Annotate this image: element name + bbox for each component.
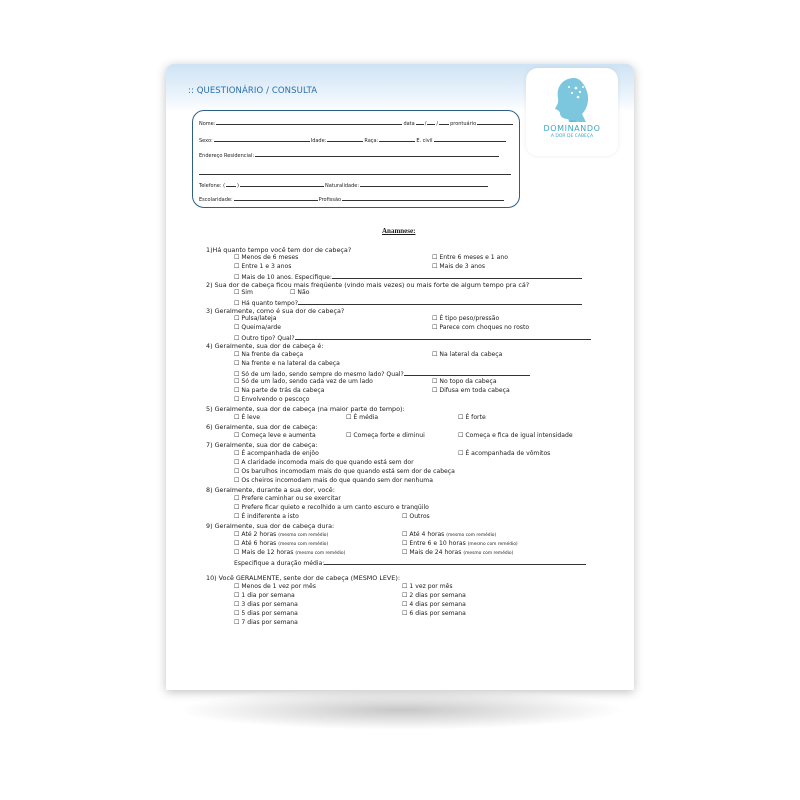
q9-option-2-note: (mesmo com remédio) (446, 533, 497, 538)
education-field[interactable] (234, 195, 318, 201)
q4-option-2[interactable]: ☐ Na lateral da cabeça (432, 351, 503, 358)
sex-line (199, 136, 507, 145)
race-field[interactable] (379, 136, 415, 142)
question-2: 2) Sua dor de cabeça ficou mais freqüente (vindo mais vezes) ou mais forte de algum tempo pra cá? (206, 281, 530, 289)
q1-option-1[interactable]: ☐ Menos de 6 meses (234, 254, 299, 261)
q9-option-6-note: (mesmo com remédio) (463, 551, 514, 556)
q4-option-5[interactable]: ☐ Só de um lado, sendo cada vez de um lado (234, 378, 373, 385)
q5-option-2[interactable]: ☐ É média (346, 414, 379, 421)
logo-top-text: www (568, 119, 576, 123)
q2-option-no[interactable]: ☐ Não (290, 289, 310, 296)
name-line: Nome: data / / prontuário (199, 119, 514, 128)
q9-option-2[interactable] (402, 531, 496, 540)
q5-option-1[interactable]: ☐ É leve (234, 414, 260, 421)
q8-option-4[interactable]: ☐ Outros (402, 513, 430, 520)
q9-option-4[interactable] (402, 540, 518, 549)
q9-option-1-note: (mesmo com remédio) (278, 533, 329, 538)
q10-option-9[interactable]: ☐ 7 dias por semana (234, 619, 298, 626)
document-title: :: QUESTIONÁRIO / CONSULTA (188, 86, 318, 96)
q2-option-yes[interactable]: ☐ Sim (234, 289, 253, 296)
profession-field[interactable] (342, 195, 504, 201)
name-label: Nome: (199, 121, 216, 127)
q4-option-3[interactable]: ☐ Na frente e na lateral da cabeça (234, 360, 340, 367)
question-6: 6) Geralmente, sua dor de cabeça: (206, 423, 318, 431)
q2-option-time-label: ☐ Há quanto tempo? (234, 300, 298, 307)
q10-option-8[interactable]: ☐ 6 dias por semana (402, 610, 466, 617)
q3-option-2[interactable]: ☐ É tipo peso/pressão (432, 315, 500, 322)
q9-option-5[interactable] (234, 549, 345, 558)
question-4: 4) Geralmente, sua dor de cabeça é: (206, 342, 324, 350)
question-7: 7) Geralmente, sua dor de cabeça: (206, 441, 318, 449)
logo-main-text: DOMINANDO (543, 124, 601, 133)
anamnese-heading: Anamnese: (382, 227, 416, 235)
birthplace-field[interactable] (360, 181, 488, 187)
q7-option-4[interactable]: ☐ Os barulhos incomodam mais do que quando está sem dor de cabeça (234, 468, 455, 475)
question-1: 1)Há quanto tempo você tem dor de cabeça? (206, 246, 352, 254)
race-label: Raça: (364, 138, 379, 144)
profession-label: Profissão (318, 197, 342, 203)
age-field[interactable] (327, 136, 363, 142)
q9-option-1-label: ☐ Até 2 horas (234, 531, 277, 538)
phone-label: Telefone: ( (199, 183, 226, 189)
q9-duration (234, 558, 586, 568)
question-9: 9) Geralmente, sua dor de cabeça dura: (206, 522, 335, 530)
q9-option-4-label: ☐ Entre 6 e 10 horas (402, 540, 466, 547)
q6-option-2[interactable]: ☐ Começa forte e diminui (346, 432, 425, 439)
q3-option-5-label: ☐ Outro tipo? Qual? (234, 335, 295, 342)
q4-which-field[interactable] (404, 369, 530, 376)
q10-option-2[interactable]: ☐ 1 vez por mês (402, 583, 453, 590)
q3-option-1[interactable]: ☐ Pulsa/lateja (234, 315, 277, 322)
q3-other-field[interactable] (295, 333, 591, 340)
education-label: Escolaridade: (199, 197, 233, 203)
q9-option-2-label: ☐ Até 4 horas (402, 531, 445, 538)
q8-option-3[interactable]: ☐ É indiferente a isto (234, 513, 299, 520)
q4-option-7[interactable]: ☐ Na parte de trás da cabeça (234, 387, 325, 394)
date-year-field[interactable] (439, 119, 449, 125)
q9-option-4-note: (mesmo com remédio) (467, 542, 518, 547)
date-day-field[interactable] (416, 119, 424, 125)
date-month-field[interactable] (427, 119, 435, 125)
q1-option-5-label: ☐ Mais de 10 anos. Especifique: (234, 274, 332, 281)
q10-option-3[interactable]: ☐ 1 dia por semana (234, 592, 295, 599)
q6-option-3[interactable]: ☐ Começa e fica de igual intensidade (458, 432, 573, 439)
q1-option-2[interactable]: ☐ Entre 6 meses e 1 ano (432, 254, 508, 261)
q7-option-3[interactable]: ☐ A claridade incomoda mais do que quando está sem dor (234, 459, 414, 466)
page-shadow (176, 690, 626, 730)
q5-option-3[interactable]: ☐ É forte (458, 414, 486, 421)
education-line (199, 195, 505, 204)
q9-duration-field[interactable] (324, 558, 586, 565)
q9-option-3-label: ☐ Até 6 horas (234, 540, 277, 547)
phone-field[interactable] (240, 181, 324, 187)
q10-option-4[interactable]: ☐ 2 dias por semana (402, 592, 466, 599)
q4-option-8[interactable]: ☐ Difusa em toda cabeça (432, 387, 510, 394)
head-profile-icon (552, 76, 592, 122)
q2-time-field[interactable] (298, 298, 582, 305)
address-label: Endereço Residencial: (199, 153, 255, 159)
phone-line: Telefone: ( ) Naturalidade: (199, 181, 489, 190)
q1-specify-field[interactable] (332, 272, 582, 279)
question-8: 8) Geralmente, durante a sua dor, você: (206, 486, 335, 494)
civil-status-field[interactable] (434, 136, 506, 142)
document-page (166, 64, 634, 690)
q1-option-3[interactable]: ☐ Entre 1 e 3 anos (234, 263, 292, 270)
name-field[interactable] (216, 119, 402, 125)
q4-option-1[interactable]: ☐ Na frente da cabeça (234, 351, 304, 358)
q4-option-9[interactable]: ☐ Envolvendo o pescoço (234, 396, 310, 403)
birthplace-label: Naturalidade: (325, 183, 360, 189)
address-line (199, 151, 500, 160)
q4-option-6[interactable]: ☐ No topo da cabeça (432, 378, 497, 385)
q10-option-6[interactable]: ☐ 4 dias por semana (402, 601, 466, 608)
q10-option-5[interactable]: ☐ 3 dias por semana (234, 601, 298, 608)
patient-info-box (192, 110, 520, 208)
address-second-line[interactable] (199, 174, 511, 175)
q6-option-1[interactable]: ☐ Começa leve e aumenta (234, 432, 316, 439)
q4-option-4-label: ☐ Só de um lado, sendo sempre do mesmo lado? Qual? (234, 371, 404, 378)
q9-option-3[interactable] (234, 540, 328, 549)
q1-option-4[interactable]: ☐ Mais de 3 anos (432, 263, 486, 270)
question-5: 5) Geralmente, sua dor de cabeça (na maior parte do tempo): (206, 405, 405, 413)
logo-sub-text: A DOR DE CABEÇA (550, 134, 594, 139)
civil-status-label: E. civil (416, 138, 433, 144)
age-label: Idade: (310, 138, 327, 144)
question-10: 10) Você GERALMENTE, sente dor de cabeça (MESMO LEVE): (206, 574, 400, 582)
date-label: data (403, 121, 415, 127)
q8-option-2[interactable]: ☐ Prefere ficar quieto e recolhido a um canto escuro e tranqüilo (234, 504, 429, 511)
q10-option-1[interactable]: ☐ Menos de 1 vez por mês (234, 583, 316, 590)
phone-area-field[interactable] (226, 181, 236, 187)
q3-option-4[interactable]: ☐ Parece com choques no rosto (432, 324, 530, 331)
brand-logo (526, 68, 618, 156)
q9-option-3-note: (mesmo com remédio) (278, 542, 329, 547)
sex-field[interactable] (214, 136, 310, 142)
q9-option-6-label: ☐ Mais de 24 horas (402, 549, 462, 556)
q3-option-3[interactable]: ☐ Queima/arde (234, 324, 281, 331)
q9-option-1[interactable] (234, 531, 328, 540)
q9-option-5-label: ☐ Mais de 12 horas (234, 549, 294, 556)
q7-option-2[interactable]: ☐ É acompanhada de vômitos (458, 450, 551, 457)
q7-option-5[interactable]: ☐ Os cheiros incomodam mais do que quando sem dor nenhuma (234, 477, 433, 484)
q7-option-1[interactable]: ☐ É acompanhada de enjôo (234, 450, 319, 457)
q8-option-1[interactable]: ☐ Prefere caminhar ou se exercitar (234, 495, 341, 502)
q9-option-5-note: (mesmo com remédio) (295, 551, 346, 556)
q9-option-6[interactable] (402, 549, 513, 558)
q10-option-7[interactable]: ☐ 5 dias por semana (234, 610, 298, 617)
record-label: prontuário (450, 121, 477, 127)
record-field[interactable] (477, 119, 513, 125)
address-field[interactable] (255, 151, 499, 157)
q9-duration-label: Especifique a duração média: (234, 560, 325, 567)
question-3: 3) Geralmente, como é sua dor de cabeça? (206, 307, 345, 315)
sex-label: Sexo: (199, 138, 213, 144)
